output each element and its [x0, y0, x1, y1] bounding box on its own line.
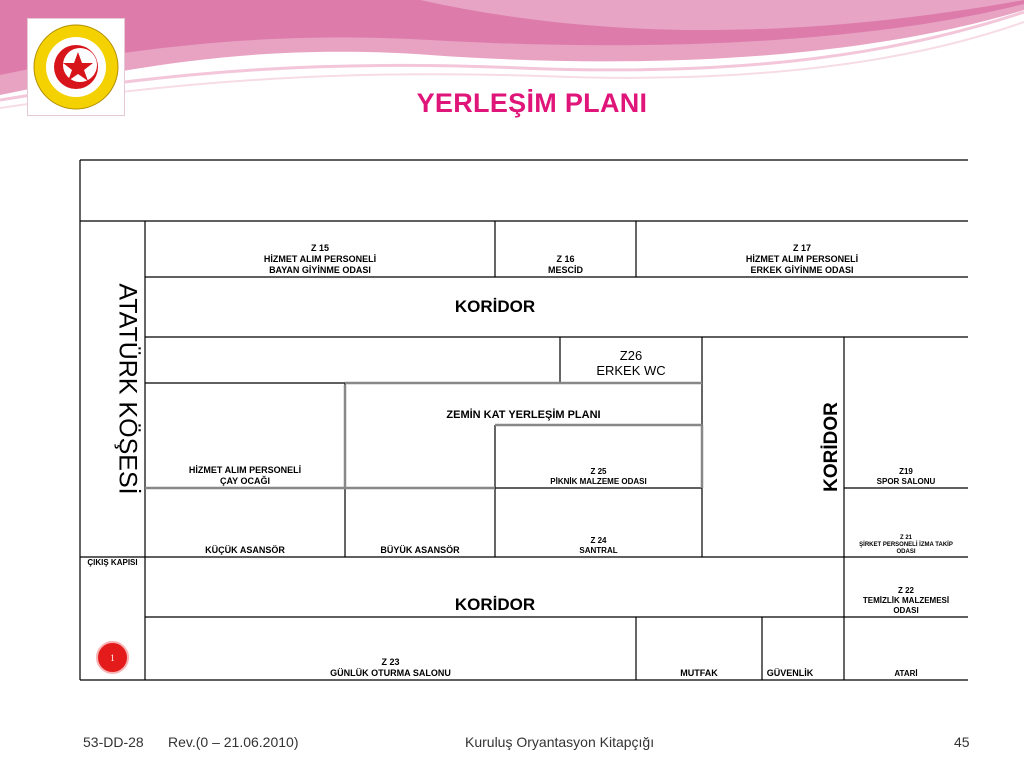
tea-kitchen-line2: ÇAY OCAĞI: [219, 476, 270, 486]
room-atari: ATARİ: [894, 669, 918, 678]
room-z25-line1: PİKNİK MALZEME ODASI: [550, 477, 647, 486]
ground-floor-plan-label: ZEMİN KAT YERLEŞİM PLANI: [446, 409, 601, 421]
room-z15-line1: HİZMET ALIM PERSONELİ: [263, 254, 377, 264]
room-z16: [495, 221, 636, 277]
room-z21-line1: ŞİRKET PERSONELİ İZMA TAKİP: [859, 542, 953, 548]
ataturk-corner-label: ATATÜRK KÖŞESİ: [113, 283, 142, 495]
corridor-vertical: KORİDOR: [821, 402, 842, 492]
exit-door-label: ÇIKIŞ KAPISI: [87, 558, 138, 567]
room-z22-line2: ODASI: [893, 606, 919, 615]
room-z17-code: Z 17: [792, 243, 811, 253]
tea-kitchen-line1: HİZMET ALIM PERSONELİ: [188, 465, 302, 475]
room-z26-line1: ERKEK WC: [596, 363, 666, 378]
room-z23-code: Z 23: [381, 657, 400, 667]
room-z15: [145, 221, 495, 277]
room-z21: [844, 488, 968, 557]
room-z24-code: Z 24: [590, 536, 607, 545]
room-kitchen: MUTFAK: [680, 668, 718, 678]
room-z17: [636, 221, 968, 277]
room-z24-line1: SANTRAL: [579, 546, 618, 555]
footer-doc-code: 53-DD-28: [83, 734, 144, 750]
large-elevator: BÜYÜK ASANSÖR: [380, 545, 460, 555]
room-z21-line2: ODASI: [896, 549, 916, 555]
room-z16-line1: MESCİD: [547, 265, 583, 275]
number-badge: 1: [96, 641, 129, 674]
corridor-bottom: KORİDOR: [454, 595, 536, 614]
room-z16-code: Z 16: [556, 254, 575, 264]
room-z25: [495, 425, 702, 488]
room-z17-line1: HİZMET ALIM PERSONELİ: [745, 254, 859, 264]
small-elevator: KÜÇÜK ASANSÖR: [205, 545, 285, 555]
footer-page-number: 45: [954, 734, 970, 750]
corridor-top: KORİDOR: [454, 297, 536, 316]
room-z19: [844, 337, 968, 488]
room-z19-code: Z19: [899, 467, 913, 476]
room-z22-code: Z 22: [897, 586, 914, 595]
page-title: YERLEŞİM PLANI: [416, 88, 648, 118]
room-z21-code: Z 21: [899, 535, 912, 541]
footer-doc-title: Kuruluş Oryantasyon Kitapçığı: [465, 734, 655, 750]
room-z23-line1: GÜNLÜK OTURMA SALONU: [330, 668, 451, 678]
room-z23: [145, 617, 636, 680]
room-z17-line2: ERKEK GİYİNME ODASI: [750, 265, 854, 275]
footer-revision: Rev.(0 – 21.06.2010): [168, 734, 299, 750]
room-tea-kitchen: [145, 383, 345, 488]
room-security: GÜVENLİK: [766, 668, 814, 678]
room-z26: [560, 348, 702, 383]
room-z19-line1: SPOR SALONU: [876, 477, 936, 486]
room-z15-code: Z 15: [310, 243, 329, 253]
room-z22: [844, 557, 968, 617]
room-z15-line2: BAYAN GİYİNME ODASI: [269, 265, 371, 275]
room-z24: [495, 488, 702, 557]
room-z25-code: Z 25: [590, 467, 607, 476]
room-z22-line1: TEMİZLİK MALZEMESİ: [862, 596, 950, 605]
room-z26-code: Z26: [619, 348, 643, 363]
